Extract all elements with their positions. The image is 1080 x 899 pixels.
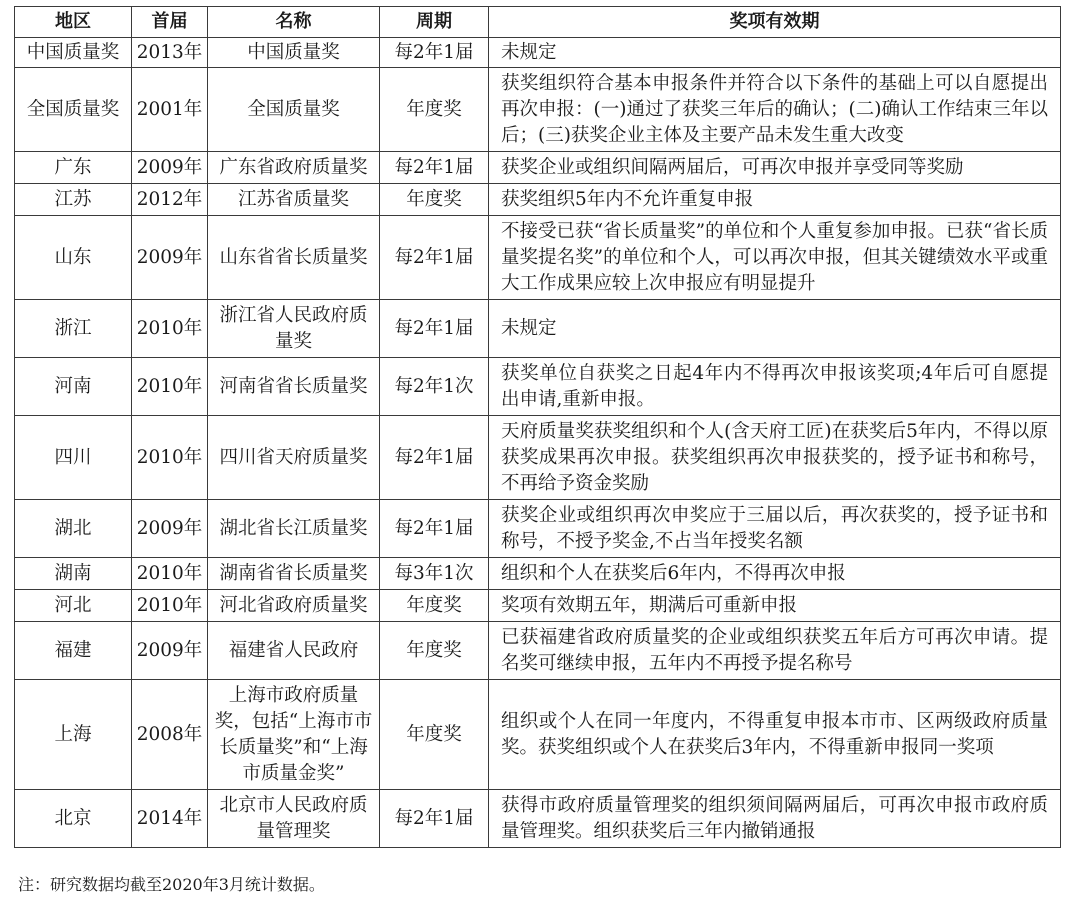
cell-cycle: 年度奖 xyxy=(380,184,489,216)
cell-first-year: 2014年 xyxy=(132,790,208,848)
cell-first-year: 2001年 xyxy=(132,68,208,152)
table-row xyxy=(15,500,1061,558)
cell-first-year: 2009年 xyxy=(132,216,208,300)
cell-first-year: 2010年 xyxy=(132,416,208,500)
table-row xyxy=(15,300,1061,358)
cell-first-year: 2008年 xyxy=(132,680,208,790)
cell-region: 全国质量奖 xyxy=(15,68,132,152)
footnote: 注：研究数据均截至2020年3月统计数据。 xyxy=(18,875,325,894)
cell-cycle: 每2年1届 xyxy=(380,300,489,358)
cell-cycle: 年度奖 xyxy=(380,590,489,622)
header-award-name: 名称 xyxy=(208,7,380,38)
cell-region: 江苏 xyxy=(15,184,132,216)
header-first-year: 首届 xyxy=(132,7,208,38)
cell-validity: 获得市政府质量管理奖的组织须间隔两届后，可再次申报市政府质量管理奖。组织获奖后三年内撤销通报 xyxy=(489,790,1061,848)
cell-award-name: 湖北省长江质量奖 xyxy=(208,500,380,558)
table-row xyxy=(15,216,1061,300)
cell-award-name: 江苏省质量奖 xyxy=(208,184,380,216)
cell-region: 四川 xyxy=(15,416,132,500)
cell-validity: 天府质量奖获奖组织和个人(含天府工匠)在获奖后5年内，不得以原获奖成果再次申报。获奖组织再次申报获奖的，授予证书和称号，不再给予资金奖励 xyxy=(489,416,1061,500)
cell-first-year: 2010年 xyxy=(132,300,208,358)
cell-validity: 获奖企业或组织再次申奖应于三届以后，再次获奖的，授予证书和称号，不授予奖金,不占当年授奖名额 xyxy=(489,500,1061,558)
header-validity: 奖项有效期 xyxy=(489,7,1061,38)
cell-region: 北京 xyxy=(15,790,132,848)
cell-first-year: 2010年 xyxy=(132,590,208,622)
cell-first-year: 2013年 xyxy=(132,38,208,68)
cell-region: 中国质量奖 xyxy=(15,38,132,68)
cell-validity: 不接受已获“省长质量奖”的单位和个人重复参加申报。已获“省长质量奖提名奖”的单位和个人，可以再次申报，但其关键绩效水平或重大工作成果应较上次申报应有明显提升 xyxy=(489,216,1061,300)
table-row xyxy=(15,680,1061,790)
cell-region: 湖北 xyxy=(15,500,132,558)
cell-cycle: 年度奖 xyxy=(380,680,489,790)
cell-validity: 组织或个人在同一年度内，不得重复申报本市市、区两级政府质量奖。获奖组织或个人在获奖后3年内，不得重新申报同一奖项 xyxy=(489,680,1061,790)
cell-validity: 组织和个人在获奖后6年内，不得再次申报 xyxy=(489,558,1061,590)
cell-first-year: 2009年 xyxy=(132,152,208,184)
table-row xyxy=(15,152,1061,184)
cell-validity: 获奖单位自获奖之日起4年内不得再次申报该奖项;4年后可自愿提出申请,重新申报。 xyxy=(489,358,1061,416)
cell-award-name: 上海市政府质量奖，包括“上海市市长质量奖”和“上海市质量金奖” xyxy=(208,680,380,790)
cell-award-name: 浙江省人民政府质量奖 xyxy=(208,300,380,358)
cell-region: 山东 xyxy=(15,216,132,300)
cell-cycle: 每2年1届 xyxy=(380,216,489,300)
cell-region: 广东 xyxy=(15,152,132,184)
table-row xyxy=(15,558,1061,590)
cell-award-name: 河南省省长质量奖 xyxy=(208,358,380,416)
cell-cycle: 每2年1届 xyxy=(380,416,489,500)
table-row xyxy=(15,622,1061,680)
header-cycle: 周期 xyxy=(380,7,489,38)
cell-cycle: 每2年1届 xyxy=(380,500,489,558)
cell-award-name: 中国质量奖 xyxy=(208,38,380,68)
cell-validity: 获奖组织符合基本申报条件并符合以下条件的基础上可以自愿提出再次申报：(一)通过了获奖三年后的确认；(二)确认工作结束三年以后；(三)获奖企业主体及主要产品未发生重大改变 xyxy=(489,68,1061,152)
cell-cycle: 每2年1届 xyxy=(380,38,489,68)
table-body xyxy=(15,38,1061,848)
cell-validity: 奖项有效期五年，期满后可重新申报 xyxy=(489,590,1061,622)
cell-first-year: 2009年 xyxy=(132,500,208,558)
cell-validity: 获奖组织5年内不允许重复申报 xyxy=(489,184,1061,216)
cell-first-year: 2010年 xyxy=(132,558,208,590)
cell-region: 湖南 xyxy=(15,558,132,590)
cell-validity: 未规定 xyxy=(489,38,1061,68)
cell-region: 河南 xyxy=(15,358,132,416)
cell-cycle: 每2年1届 xyxy=(380,790,489,848)
cell-cycle: 每3年1次 xyxy=(380,558,489,590)
cell-cycle: 每2年1届 xyxy=(380,152,489,184)
cell-validity: 已获福建省政府质量奖的企业或组织获奖五年后方可再次申请。提名奖可继续申报，五年内不再授予提名称号 xyxy=(489,622,1061,680)
cell-validity: 未规定 xyxy=(489,300,1061,358)
cell-first-year: 2012年 xyxy=(132,184,208,216)
table-row xyxy=(15,590,1061,622)
cell-award-name: 山东省省长质量奖 xyxy=(208,216,380,300)
cell-award-name: 湖南省省长质量奖 xyxy=(208,558,380,590)
table-header-row xyxy=(15,7,1061,38)
table-row xyxy=(15,184,1061,216)
cell-first-year: 2009年 xyxy=(132,622,208,680)
cell-validity: 获奖企业或组织间隔两届后，可再次申报并享受同等奖励 xyxy=(489,152,1061,184)
cell-award-name: 广东省政府质量奖 xyxy=(208,152,380,184)
cell-award-name: 四川省天府质量奖 xyxy=(208,416,380,500)
table-row xyxy=(15,38,1061,68)
header-region: 地区 xyxy=(15,7,132,38)
table-row xyxy=(15,358,1061,416)
table-row xyxy=(15,416,1061,500)
cell-cycle: 每2年1次 xyxy=(380,358,489,416)
quality-award-table xyxy=(14,6,1061,848)
cell-region: 浙江 xyxy=(15,300,132,358)
cell-cycle: 年度奖 xyxy=(380,68,489,152)
table-row xyxy=(15,68,1061,152)
cell-region: 上海 xyxy=(15,680,132,790)
cell-award-name: 河北省政府质量奖 xyxy=(208,590,380,622)
cell-first-year: 2010年 xyxy=(132,358,208,416)
cell-cycle: 年度奖 xyxy=(380,622,489,680)
cell-region: 福建 xyxy=(15,622,132,680)
cell-region: 河北 xyxy=(15,590,132,622)
cell-award-name: 北京市人民政府质量管理奖 xyxy=(208,790,380,848)
table-row xyxy=(15,790,1061,848)
cell-award-name: 福建省人民政府 xyxy=(208,622,380,680)
cell-award-name: 全国质量奖 xyxy=(208,68,380,152)
